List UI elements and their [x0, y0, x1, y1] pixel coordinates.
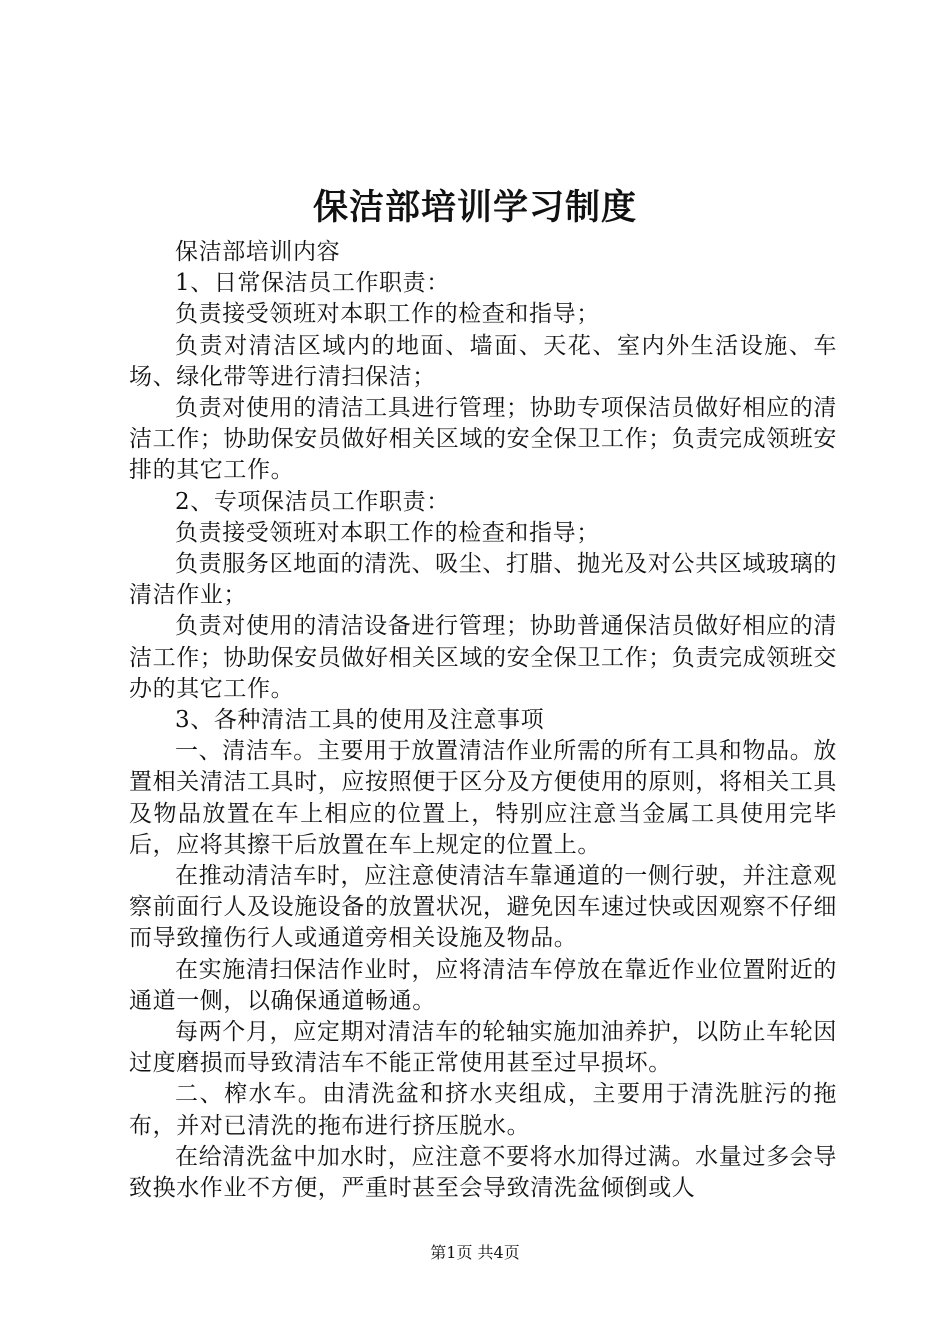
document-body: [129, 237, 837, 1204]
body-paragraph: 负责接受领班对本职工作的检查和指导；: [175, 519, 600, 546]
body-paragraph: 1、日常保洁员工作职责：: [175, 270, 450, 297]
body-paragraph: 2、专项保洁员工作职责：: [175, 488, 450, 515]
body-paragraph: 保洁部培训内容: [175, 239, 341, 265]
body-paragraph: 3、各种清洁工具的使用及注意事项: [175, 707, 545, 734]
body-paragraph: 二、榨水车。由清洗盆和挤水夹组成，主要用于清洗脏污的拖布，并对已清洗的拖布进行挤压脱水。: [129, 1081, 837, 1139]
body-paragraph: 负责接受领班对本职工作的检查和指导；: [175, 301, 600, 328]
body-paragraph: 在给清洗盆中加水时，应注意不要将水加得过满。水量过多会导致换水作业不方便，严重时甚至会导致清洗盆倾倒或人: [129, 1143, 837, 1202]
body-paragraph: 一、清洁车。主要用于放置清洁作业所需的所有工具和物品。放置相关清洁工具时，应按照便于区分及方便使用的原则，将相关工具及物品放置在车上相应的位置上，特别应注意当金属工具使用完毕后，应将其擦干后放置在车上规定的位置上。: [129, 738, 837, 858]
body-paragraph: 每两个月，应定期对清洁车的轮轴实施加油养护，以防止车轮因过度磨损而导致清洁车不能正常使用甚至过早损坏。: [129, 1019, 837, 1077]
body-paragraph: 负责服务区地面的清洗、吸尘、打腊、抛光及对公共区域玻璃的清洁作业；: [129, 551, 837, 609]
body-paragraph: 负责对使用的清洁设备进行管理；协助普通保洁员做好相应的清洁工作；协助保安员做好相关区域的安全保卫工作；负责完成领班交办的其它工作。: [129, 613, 837, 702]
body-paragraph: 负责对使用的清洁工具进行管理；协助专项保洁员做好相应的清洁工作；协助保安员做好相关区域的安全保卫工作；负责完成领班安排的其它工作。: [129, 395, 837, 484]
body-paragraph: 在实施清扫保洁作业时，应将清洁车停放在靠近作业位置附近的通道一侧，以确保通道畅通。: [129, 956, 837, 1014]
body-paragraph: 在推动清洁车时，应注意使清洁车靠通道的一侧行驶，并注意观察前面行人及设施设备的放置状况，避免因车速过快或因观察不仔细而导致撞伤行人或通道旁相关设施及物品。: [129, 863, 837, 952]
body-paragraph: 负责对清洁区域内的地面、墙面、天花、室内外生活设施、车场、绿化带等进行清扫保洁；: [129, 332, 837, 390]
page-footer: 第1页 共4页: [430, 1243, 520, 1262]
document-title: 保洁部培训学习制度: [312, 187, 637, 228]
